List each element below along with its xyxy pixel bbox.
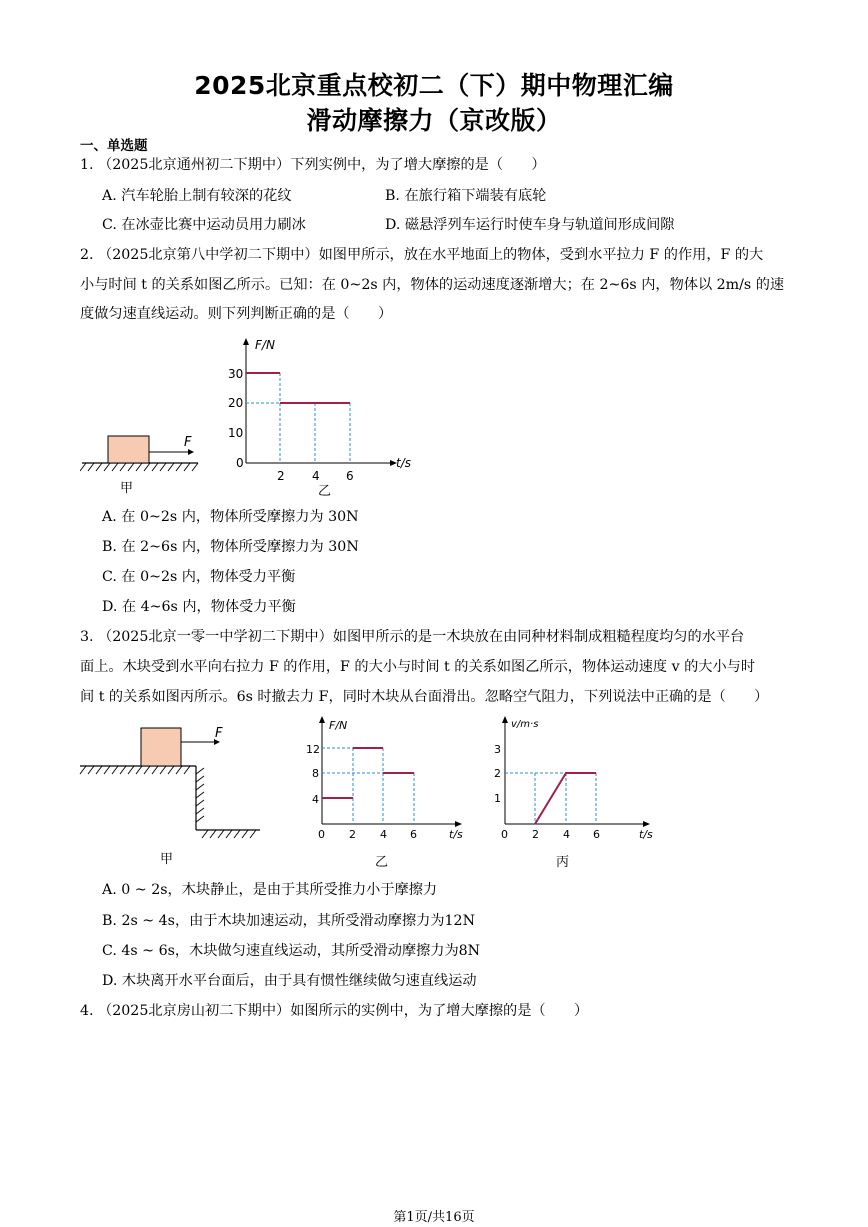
q3-stem-line3: 间 t 的关系如图丙所示。6s 时撤去力 F，同时木块从台面滑出。忽略空气阻力，下列说法中正确的是（ ） [80,689,769,705]
wood-block [141,728,181,766]
y-tick-1: 1 [494,792,501,805]
y-tick-2: 2 [494,767,501,780]
x-tick-6: 6 [593,828,600,841]
y-axis-label: F/N [255,338,275,352]
y-tick-8: 8 [312,767,319,780]
q2-option-b: B. 在 2~6s 内，物体所受摩擦力为 30N [102,539,359,555]
section-heading: 一、单选题 [80,138,148,154]
x-tick-6: 6 [410,828,417,841]
y-tick-12: 12 [306,743,320,756]
x-axis-arrow [643,821,650,827]
q2-stem-line3: 度做匀速直线运动。则下列判断正确的是（ ） [80,306,393,322]
q3-option-a: A. 0 ~ 2s，木块静止，是由于其所受推力小于摩擦力 [102,882,438,898]
y-axis-arrow [319,716,325,723]
q3-figure-bing-chart [485,713,660,870]
force-label: F [184,435,192,450]
q3-stem-line1: 3. （2025北京一零一中学初二下期中）如图甲所示的是一木块放在由同种材料制成粗糙程度均匀的水平台 [80,629,745,645]
y-tick-3: 3 [494,743,501,756]
q2-stem-line2: 小与时间 t 的关系如图乙所示。已知：在 0~2s 内，物体的运动速度逐渐增大；在 2~6s 内，物体以 2m/s 的速 [80,277,785,293]
x-tick-4: 4 [380,828,387,841]
q3-option-d: D. 木块离开水平台面后，由于具有惯性继续做匀速直线运动 [102,973,477,989]
page-footer: 第1页/共16页 [393,1210,475,1225]
y-axis-label: F/N [329,719,348,732]
x-tick-6: 6 [346,469,354,483]
y-tick-30: 30 [228,367,244,381]
q1-option-b: B. 在旅行箱下端装有底轮 [385,188,547,204]
q2-option-a: A. 在 0~2s 内，物体所受摩擦力为 30N [102,509,359,525]
y-tick-4: 4 [312,793,319,806]
x-tick-2: 2 [349,828,356,841]
x-tick-2: 2 [277,469,285,483]
x-axis-arrow [455,821,462,827]
block [108,436,149,463]
q3-stem-line2: 面上。木块受到水平向右拉力 F 的作用，F 的大小与时间 t 的关系如图乙所示，物体运动速度 v 的大小与时 [80,659,756,675]
y-axis-arrow [502,716,508,723]
x-axis-label: t/s [449,828,463,841]
figure-caption-yi: 乙 [318,484,332,499]
x-axis-label: t/s [396,456,411,470]
y-tick-0: 0 [236,456,244,470]
q3-figure-yi-chart [305,713,480,870]
figure-caption-jia: 甲 [160,852,174,867]
x-axis-label: t/s [639,828,653,841]
q4-stem: 4. （2025北京房山初二下期中）如图所示的实例中，为了增大摩擦的是（ ） [80,1003,589,1019]
y-axis-arrow [243,338,249,345]
q2-stem-line1: 2. （2025北京第八中学初二下期中）如图甲所示，放在水平地面上的物体，受到水平拉力 F 的作用，F 的大 [80,247,764,263]
x-tick-4: 4 [563,828,570,841]
q3-option-c: C. 4s ~ 6s，木块做匀速直线运动，其所受滑动摩擦力为8N [102,943,481,959]
q2-option-c: C. 在 0~2s 内，物体受力平衡 [102,569,296,585]
figure-caption-yi: 乙 [375,855,389,870]
y-axis-label: v/m·s [511,719,539,730]
q1-option-d: D. 磁悬浮列车运行时使车身与轨道间形成间隙 [385,217,675,233]
force-label: F [215,726,223,741]
figure-caption-jia: 甲 [120,481,134,496]
q2-option-d: D. 在 4~6s 内，物体受力平衡 [102,599,296,615]
q3-figure-jia [78,720,268,870]
x-tick-0: 0 [318,828,325,841]
q2-figure-yi-chart [220,335,420,500]
figure-caption-bing: 丙 [556,855,570,870]
q1-stem: 1. （2025北京通州初二下期中）下列实例中，为了增大摩擦的是（ ） [80,157,546,173]
y-tick-20: 20 [228,396,244,410]
page-title: 2025北京重点校初二（下）期中物理汇编 [194,71,674,100]
q3-option-b: B. 2s ~ 4s，由于木块加速运动，其所受滑动摩擦力为12N [102,913,475,929]
surface-hatch [80,766,256,838]
ground-hatch [80,463,198,471]
page-subtitle: 滑动摩擦力（京改版） [306,106,562,135]
y-tick-10: 10 [228,426,244,440]
q1-option-c: C. 在冰壶比赛中运动员用力刷冰 [102,217,306,233]
x-tick-0: 0 [501,828,508,841]
x-tick-2: 2 [532,828,539,841]
x-tick-4: 4 [312,469,320,483]
q2-figure-jia [80,425,210,500]
q1-option-a: A. 汽车轮胎上制有较深的花纹 [102,188,292,204]
